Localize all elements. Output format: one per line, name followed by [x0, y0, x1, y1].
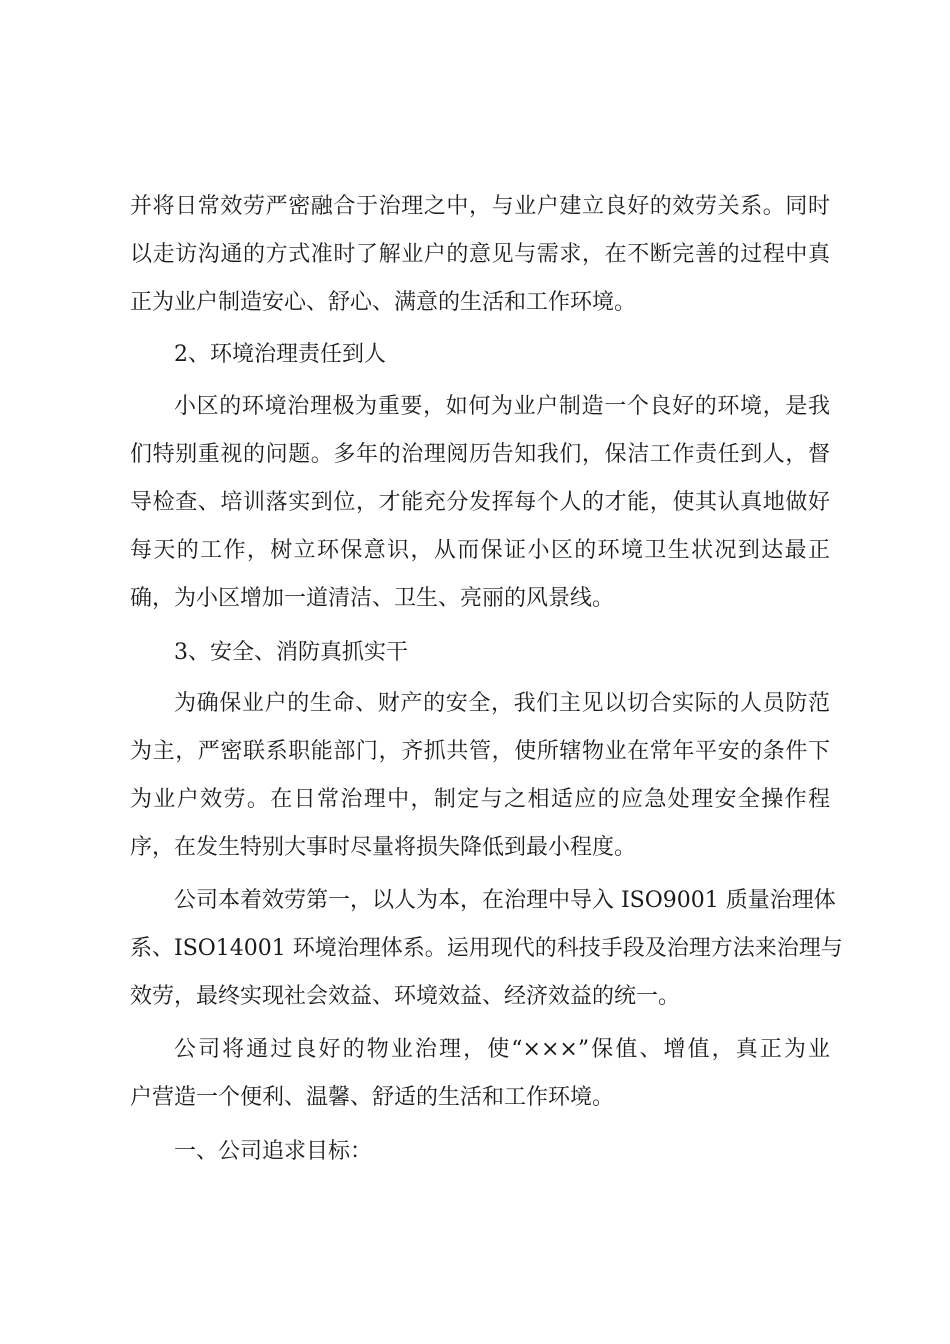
paragraph-line: 为主，严密联系职能部门，齐抓共管，使所辖物业在常年平安的条件下: [130, 739, 830, 764]
section-heading: 一、公司追求目标：: [174, 1139, 373, 1164]
paragraph-line: 每天的工作，树立环保意识，从而保证小区的环境卫生状况到达最正: [130, 538, 830, 563]
paragraph-line: 效劳，最终实现社会效益、环境效益、经济效益的统一。: [130, 984, 681, 1009]
section-heading: 3、安全、消防真抓实干: [174, 640, 408, 665]
paragraph-line: 为确保业户的生命、财产的安全，我们主见以切合实际的人员防范: [174, 691, 830, 716]
paragraph-line: 小区的环境治理极为重要，如何为业户制造一个良好的环境，是我: [174, 394, 830, 419]
section-heading: 2、环境治理责任到人: [174, 342, 386, 367]
paragraph-line: 为业户效劳。在日常治理中，制定与之相适应的应急处理安全操作程: [130, 787, 830, 812]
paragraph-line: 以走访沟通的方式准时了解业户的意见与需求，在不断完善的过程中真: [130, 242, 830, 267]
paragraph-line: 确，为小区增加一道清洁、卫生、亮丽的风景线。: [130, 586, 615, 611]
paragraph-line: 们特别重视的问题。多年的治理阅历告知我们，保洁工作责任到人，督: [130, 442, 830, 467]
paragraph-line: 公司将通过良好的物业治理，使“×××”保值、增值，真正为业: [174, 1037, 830, 1062]
paragraph-line: 系、ISO14001 环境治理体系。运用现代的科技手段及治理方法来治理与: [130, 936, 843, 961]
paragraph-line: 并将日常效劳严密融合于治理之中，与业户建立良好的效劳关系。同时: [130, 194, 830, 219]
paragraph-line: 序，在发生特别大事时尽量将损失降低到最小程度。: [130, 835, 637, 860]
paragraph-line: 正为业户制造安心、舒心、满意的生活和工作环境。: [130, 290, 637, 315]
paragraph-line: 公司本着效劳第一，以人为本，在治理中导入 ISO9001 质量治理体: [174, 888, 836, 913]
paragraph-line: 导检查、培训落实到位，才能充分发挥每个人的才能，使其认真地做好: [130, 490, 830, 515]
paragraph-line: 户营造一个便利、温馨、舒适的生活和工作环境。: [130, 1085, 615, 1110]
